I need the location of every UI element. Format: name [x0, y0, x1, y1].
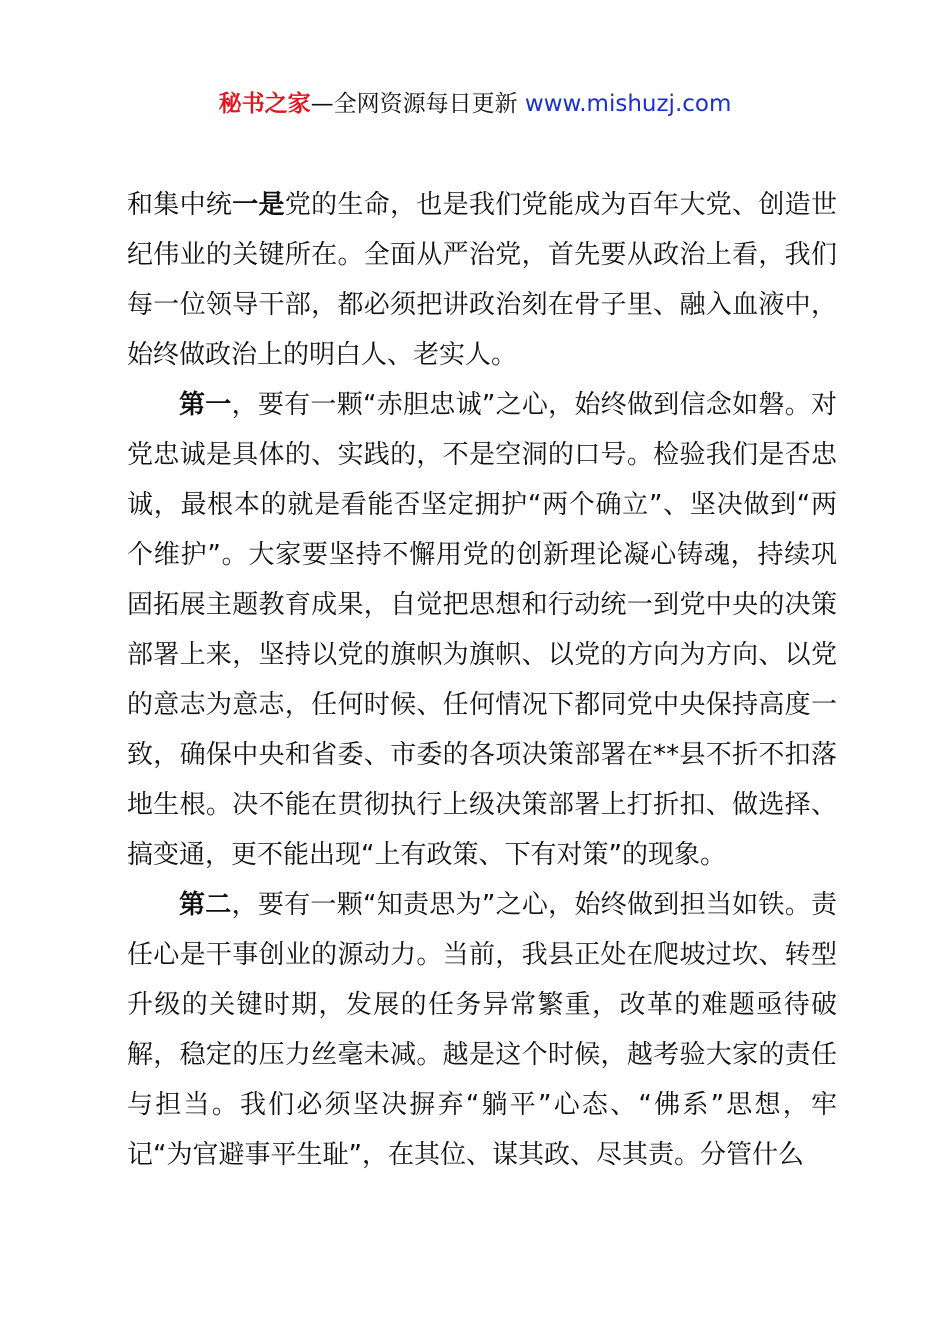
paragraph-1-text: 党的生命，也是我们党能成为百年大党、创造世纪伟业的关键所在。全面从严治党，首先要从政治上看，我们每一位领导干部，都必须把讲政治刻在骨子里、融入血液中，始终做政治上的明白人、老实人。 [127, 190, 837, 370]
paragraph-3 [127, 880, 837, 1180]
paragraph-3-text: ，要有一颗“知责思为”之心，始终做到担当如铁。责任心是干事创业的源动力。当前，我县正处在爬坡过坎、转型升级的关键时期，发展的任务异常繁重，改革的难题亟待破解，稳定的压力丝毫未减。越是这个时候，越考验大家的责任与担当。我们必须坚决摒弃“躺平”心态、“佛系”思想，牢记“为官避事平生耻”，在其位、谋其政、尽其责。分管什么 [127, 890, 837, 1170]
paragraph-2 [127, 380, 837, 880]
document-body [127, 180, 837, 1180]
paragraph-2-text: ，要有一颗“赤胆忠诚”之心，始终做到信念如磐。对党忠诚是具体的、实践的，不是空洞的口号。检验我们是否忠诚，最根本的就是看能否坚定拥护“两个确立”、坚决做到“两个维护”。大家要坚持不懈用党的创新理论凝心铸魂，持续巩固拓展主题教育成果，自觉把思想和行动统一到党中央的决策部署上来，坚持以党的旗帜为旗帜、以党的方向为方向、以党的意志为意志，任何时候、任何情况下都同党中央保持高度一致，确保中央和省委、市委的各项决策部署在**县不折不扣落地生根。决不能在贯彻执行上级决策部署上打折扣、做选择、搞变通，更不能出现“上有政策、下有对策”的现象。 [127, 390, 837, 870]
paragraph-1-lead: 和集中统 [127, 190, 233, 220]
paragraph-1 [127, 180, 837, 380]
paragraph-1-bold: 一是 [232, 190, 285, 220]
paragraph-2-heading: 第一 [179, 390, 232, 420]
header-url-link[interactable]: www.mishuzj.com [524, 91, 732, 117]
page-header [0, 86, 950, 122]
header-tagline: —全网资源每日更新 [310, 91, 518, 117]
header-brand: 秘书之家 [218, 91, 311, 117]
paragraph-3-heading: 第二 [179, 890, 232, 920]
